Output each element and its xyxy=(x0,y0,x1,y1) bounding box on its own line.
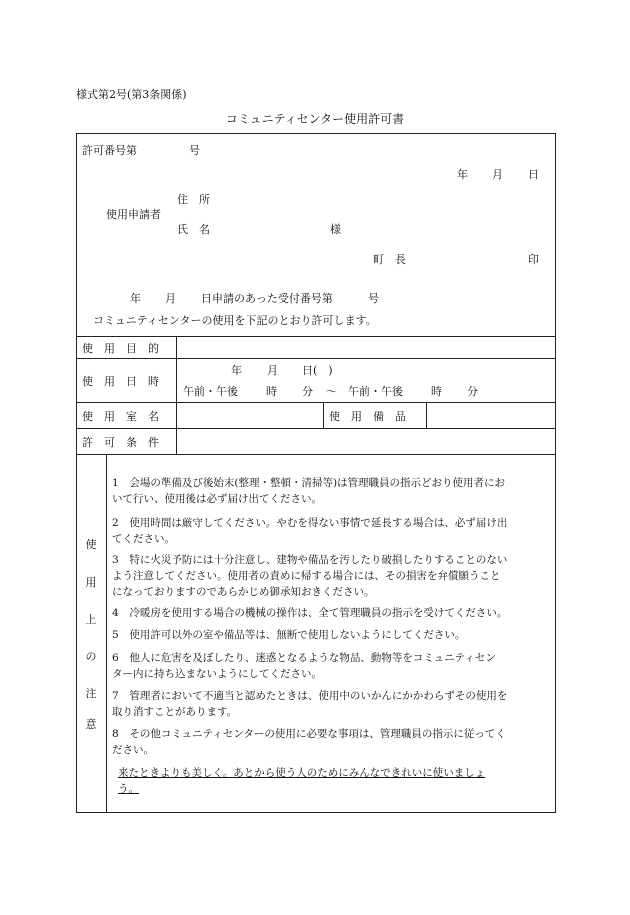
receipt-year: 年 xyxy=(130,292,141,305)
issue-date-month: 月 xyxy=(492,168,503,181)
note-line: いて行い、使用後は必ず届け出てください。 xyxy=(112,493,322,505)
note-line: 他人に危害を及ぼしたり、迷惑となるような物品、動物等をコミュニティセン xyxy=(129,652,496,664)
note-item-1 xyxy=(112,475,552,507)
datetime-year: 年 xyxy=(231,364,242,377)
note-number: 1 xyxy=(112,477,119,489)
datetime-label: 使 用 日 時 xyxy=(82,375,159,388)
rule-room xyxy=(76,428,556,429)
issue-date-day: 日 xyxy=(528,168,539,181)
permission-statement: コミュニティセンターの使用を下記のとおり許可します。 xyxy=(93,314,377,327)
form-number-label: 様式第2号(第3条関係) xyxy=(76,88,187,101)
note-line: てください。 xyxy=(112,533,175,545)
note-number: 3 xyxy=(112,554,119,566)
room-label: 使 用 室 名 xyxy=(82,410,159,423)
receipt-month: 月 xyxy=(165,292,176,305)
seal-mark: 印 xyxy=(528,253,539,266)
mayor-label: 町 長 xyxy=(373,253,406,266)
rule-equipment-right xyxy=(426,402,427,428)
applicant-label: 使用申請者 xyxy=(106,208,161,221)
notes-side-char-6: 意 xyxy=(85,718,97,731)
rule-notes-column xyxy=(106,454,107,813)
note-line: になっておりますのであらかじめ御承知おきください。 xyxy=(112,586,375,598)
note-line: 特に火災予防には十分注意し、建物や備品を汚したり破損したりすることのない xyxy=(129,554,508,566)
rule-conditions xyxy=(76,454,556,455)
note-item-2 xyxy=(112,515,552,547)
note-line: 会場の準備及び後始末(整理・整頓・清掃等)は管理職員の指示どおり使用者にお xyxy=(129,477,506,489)
permit-number-suffix: 号 xyxy=(189,144,200,157)
note-line: 取り消すことがあります。 xyxy=(112,706,238,718)
note-number: 6 xyxy=(112,652,119,664)
honorific-sama: 様 xyxy=(330,223,341,236)
closing-line: う。 xyxy=(118,783,139,795)
equipment-label: 使 用 備 品 xyxy=(329,410,406,423)
note-number: 7 xyxy=(112,690,119,702)
document-title: コミュニティセンター使用許可書 xyxy=(225,112,405,126)
end-hour: 時 xyxy=(431,385,442,398)
start-minute: 分 xyxy=(302,385,313,398)
conditions-label: 許 可 条 件 xyxy=(82,436,159,449)
notes-side-char-4: の xyxy=(85,650,97,663)
start-ampm: 午前・午後 xyxy=(183,385,238,398)
end-minute: 分 xyxy=(467,385,478,398)
note-item-7 xyxy=(112,688,552,720)
note-number: 2 xyxy=(112,517,119,529)
notes-side-char-3: 上 xyxy=(85,613,97,626)
permit-number-prefix: 許可番号第 xyxy=(82,144,137,157)
receipt-number-suffix: 号 xyxy=(368,292,379,305)
note-number: 5 xyxy=(112,629,119,641)
rule-label-column xyxy=(176,336,177,454)
note-line: 冷暖房を使用する場合の機械の操作は、全て管理職員の指示を受けてください。 xyxy=(129,607,508,619)
note-line: よう注意してください。使用者の責めに帰する場合には、その損害を弁償願うこと xyxy=(112,570,501,582)
rule-purpose xyxy=(76,358,556,359)
rule-datetime xyxy=(76,402,556,403)
note-item-6 xyxy=(112,650,552,682)
start-hour: 時 xyxy=(266,385,277,398)
end-ampm: 午前・午後 xyxy=(348,385,403,398)
note-line: 使用時間は厳守してください。やむを得ない事情で延長する場合は、必ず届け出 xyxy=(129,517,508,529)
note-item-4 xyxy=(112,605,552,621)
rule-top-section xyxy=(76,336,556,337)
datetime-day: 日( ) xyxy=(302,364,333,377)
notes-side-char-2: 用 xyxy=(85,576,97,589)
rule-equipment-left xyxy=(323,402,324,428)
note-line: ださい。 xyxy=(112,744,154,756)
closing-line: 来たときよりも美しく。あとから使う人のためにみんなできれいに使いましょ xyxy=(118,767,486,779)
note-line: 使用許可以外の室や備品等は、無断で使用しないようにしてください。 xyxy=(129,629,466,641)
notes-side-char-5: 注 xyxy=(85,687,97,700)
note-number: 8 xyxy=(112,728,119,740)
notes-side-char-1: 使 xyxy=(85,538,97,551)
note-number: 4 xyxy=(112,607,119,619)
range-tilde: ～ xyxy=(326,385,337,398)
datetime-month: 月 xyxy=(267,364,278,377)
name-label: 氏 名 xyxy=(177,223,210,236)
note-item-8 xyxy=(112,726,552,758)
address-label: 住 所 xyxy=(177,193,210,206)
note-line: 管理者において不適当と認めたときは、使用中のいかんにかかわらずその使用を xyxy=(129,690,508,702)
issue-date-year: 年 xyxy=(457,168,468,181)
receipt-text: 日申請のあった受付番号第 xyxy=(201,292,333,305)
note-line: その他コミュニティセンターの使用に必要な事項は、管理職員の指示に従ってく xyxy=(129,728,506,740)
closing-message xyxy=(118,765,554,797)
purpose-label: 使 用 目 的 xyxy=(82,342,159,355)
note-item-3 xyxy=(112,552,552,600)
note-line: ター内に持ち込まないようにしてください。 xyxy=(112,668,322,680)
note-item-5 xyxy=(112,627,552,643)
